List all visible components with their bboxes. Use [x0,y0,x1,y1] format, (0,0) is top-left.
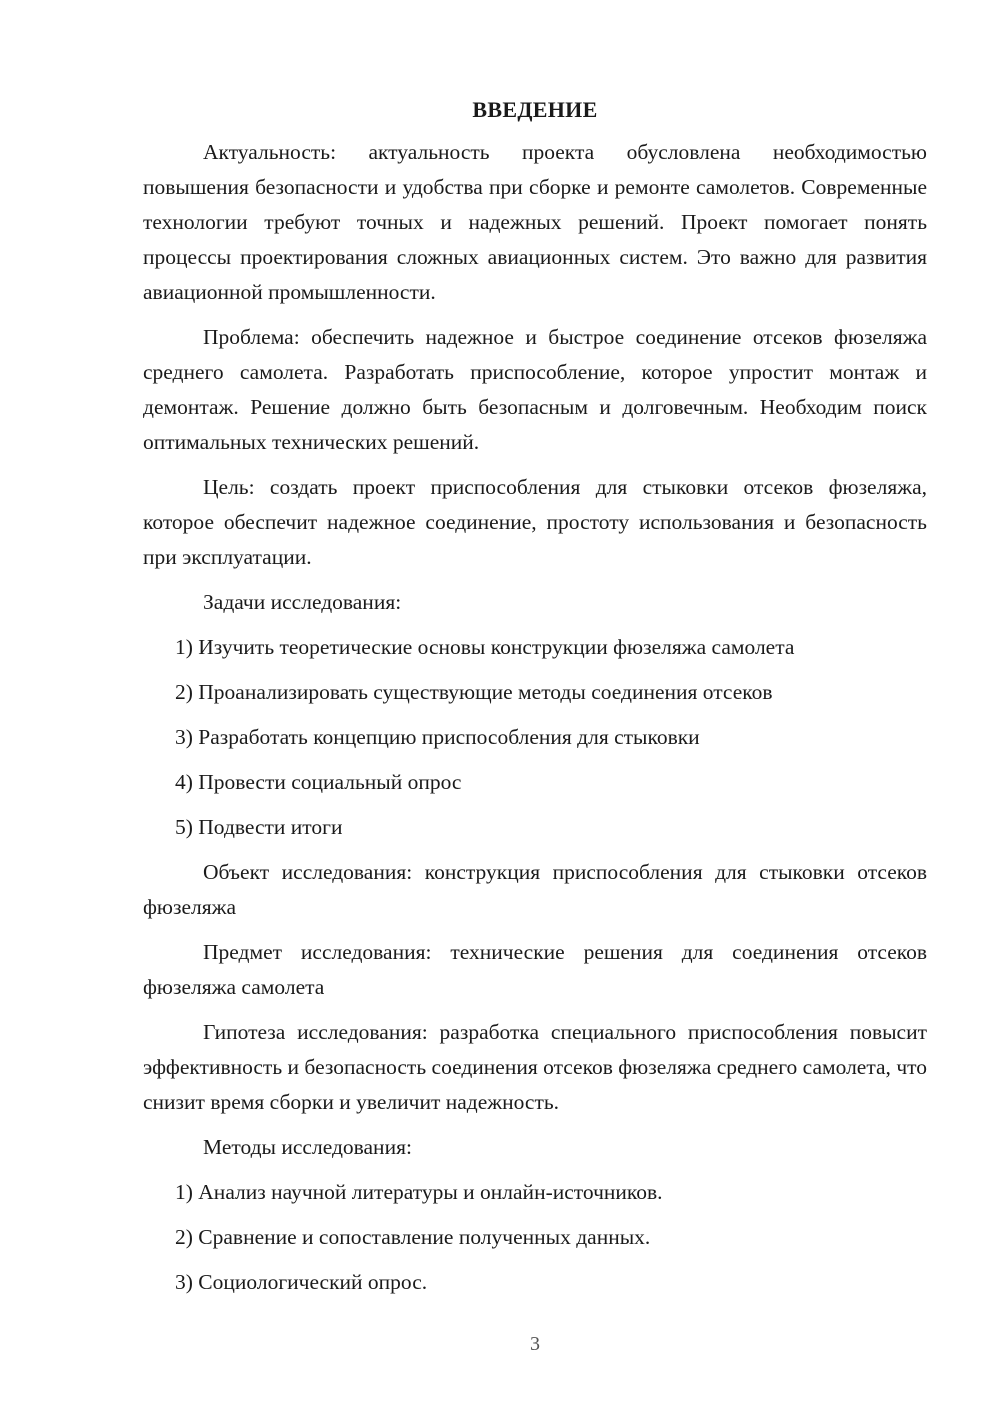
paragraph-relevance: Актуальность: актуальность проекта обусловлена необходимостью повышения безопасности и удобства при сборке и ремонте самолетов. Современные технологии требуют точных и надежных решений. Проект помогает понять процессы проектирования сложных авиационных систем. Это важно для развития авиационной промышленности. [143,140,927,304]
paragraph-hypothesis: Гипотеза исследования: разработка специального приспособления повысит эффективность и безопасность соединения отсеков фюзеляжа среднего самолета, что снизит время сборки и увеличит надежность. [143,1020,927,1114]
list-item: 2) Сравнение и сопоставление полученных данных. [175,1225,651,1249]
list-item: 1) Изучить теоретические основы конструкции фюзеляжа самолета [175,635,795,659]
tasks-heading: Задачи исследования: [203,590,402,614]
list-item: 3) Разработать концепцию приспособления для стыковки [175,725,700,749]
list-item: 1) Анализ научной литературы и онлайн-источников. [175,1180,663,1204]
list-item: 5) Подвести итоги [175,815,343,839]
methods-heading: Методы исследования: [203,1135,412,1159]
paragraph-object: Объект исследования: конструкция приспособления для стыковки отсеков фюзеляжа [143,860,927,919]
document-page [143,95,927,1310]
page-number: 3 [530,1333,540,1355]
list-item: 3) Социологический опрос. [175,1270,428,1294]
list-item: 2) Проанализировать существующие методы соединения отсеков [175,680,773,704]
list-item: 4) Провести социальный опрос [175,770,462,794]
tasks-list [143,630,927,845]
paragraph-goal: Цель: создать проект приспособления для стыковки отсеков фюзеляжа, которое обеспечит надежное соединение, простоту использования и безопасность при эксплуатации. [143,475,927,569]
paragraph-subject: Предмет исследования: технические решения для соединения отсеков фюзеляжа самолета [143,940,927,999]
page-title: ВВЕДЕНИЕ [472,97,598,122]
paragraph-problem: Проблема: обеспечить надежное и быстрое соединение отсеков фюзеляжа среднего самолета. Разработать приспособление, которое упростит монтаж и демонтаж. Решение должно быть безопасным и долговечным. Необходим поиск оптимальных технических решений. [143,325,927,454]
methods-list [143,1175,927,1300]
